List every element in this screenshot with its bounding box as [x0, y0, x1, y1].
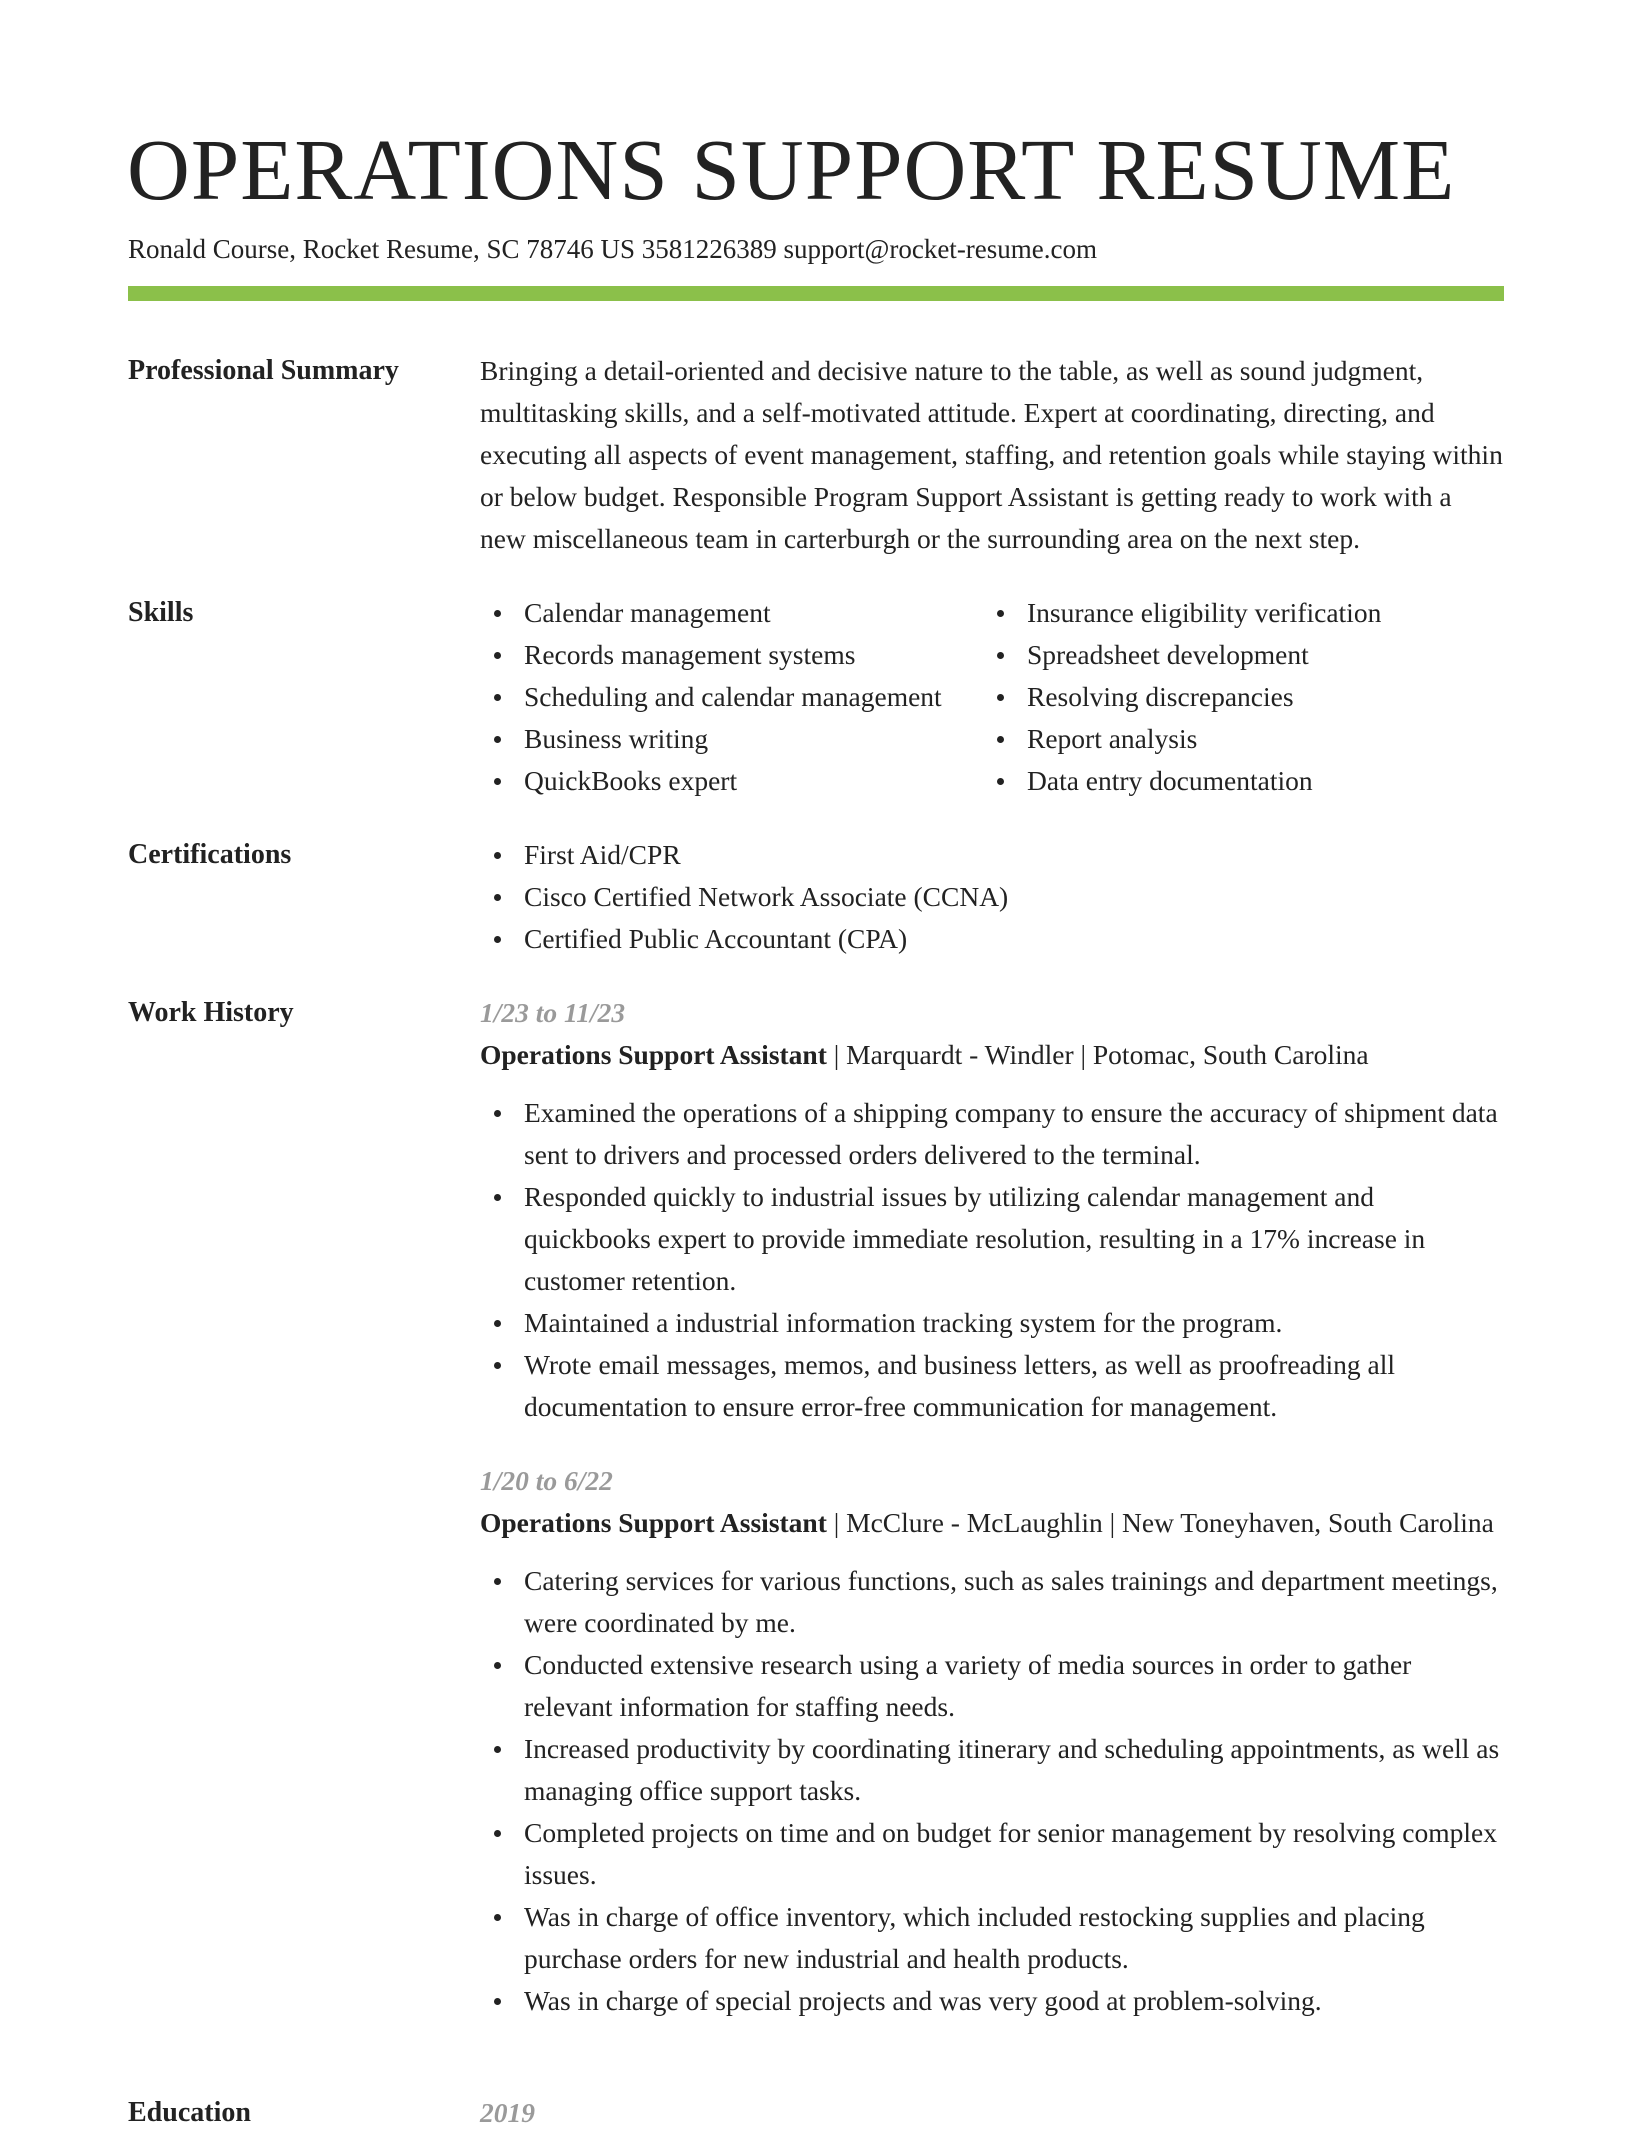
- section-label-certifications: Certifications: [128, 839, 292, 870]
- job-bullet: Wrote email messages, memos, and business letters, as well as proofreading all documentation to ensure error-free communication for management.: [480, 1344, 1504, 1428]
- section-label-work-history: Work History: [128, 997, 294, 1028]
- skill-item: QuickBooks expert: [480, 760, 983, 802]
- certification-item: Certified Public Accountant (CPA): [480, 918, 1504, 960]
- job-title: Operations Support Assistant: [480, 1039, 827, 1070]
- skills-list-right: [983, 592, 1504, 802]
- job-bullet: Conducted extensive research using a variety of media sources in order to gather relevant information for staffing needs.: [480, 1644, 1504, 1728]
- job-bullet: Completed projects on time and on budget for senior management by resolving complex issues.: [480, 1812, 1504, 1896]
- job-bullets: [480, 1092, 1504, 1428]
- education-date: 2019: [480, 2097, 535, 2128]
- certification-item: First Aid/CPR: [480, 834, 1504, 876]
- job-bullet: Catering services for various functions, such as sales trainings and department meetings, were coordinated by me.: [480, 1560, 1504, 1644]
- job-title: Operations Support Assistant: [480, 1507, 827, 1538]
- job-bullet: Was in charge of special projects and was very good at problem-solving.: [480, 1980, 1504, 2022]
- section-label-summary: Professional Summary: [128, 355, 399, 386]
- job-bullet: Examined the operations of a shipping company to ensure the accuracy of shipment data sent to drivers and processed orders delivered to the terminal.: [480, 1092, 1504, 1176]
- skill-item: Report analysis: [983, 718, 1504, 760]
- job-details: | McClure - McLaughlin | New Toneyhaven, South Carolina: [826, 1507, 1494, 1538]
- summary-section: [480, 350, 1504, 560]
- skill-item: Business writing: [480, 718, 983, 760]
- job-bullets: [480, 1560, 1504, 2022]
- job-dates: 1/20 to 6/22: [480, 1465, 613, 1496]
- skill-item: Calendar management: [480, 592, 983, 634]
- job-details: | Marquardt - Windler | Potomac, South Carolina: [826, 1039, 1369, 1070]
- certifications-section: [480, 834, 1504, 960]
- header-divider: [128, 286, 1504, 301]
- job-entry: [480, 1460, 1504, 2022]
- summary-text: Bringing a detail-oriented and decisive nature to the table, as well as sound judgment, multitasking skills, and a self-motivated attitude. Expert at coordinating, directing, and executing all aspects of event management, staffing, and retention goals while staying within or below budget. Responsible Program Support Assistant is getting ready to work with a new miscellaneous team in carterburgh or the surrounding area on the next step.: [480, 355, 1503, 554]
- education-section: [480, 2092, 1504, 2134]
- section-label-skills: Skills: [128, 597, 194, 628]
- resume-title: OPERATIONS SUPPORT RESUME: [127, 121, 1456, 218]
- skills-list-left: [480, 592, 983, 802]
- skill-item: Data entry documentation: [983, 760, 1504, 802]
- certification-item: Cisco Certified Network Associate (CCNA): [480, 876, 1504, 918]
- skill-item: Insurance eligibility verification: [983, 592, 1504, 634]
- skill-item: Resolving discrepancies: [983, 676, 1504, 718]
- skills-section: [480, 592, 1504, 802]
- contact-line: Ronald Course, Rocket Resume, SC 78746 US 3581226389 support@rocket-resume.com: [128, 234, 1098, 264]
- job-heading: [480, 1502, 1504, 1544]
- skill-item: Scheduling and calendar management: [480, 676, 983, 718]
- job-bullet: Responded quickly to industrial issues by utilizing calendar management and quickbooks expert to provide immediate resolution, resulting in a 17% increase in customer retention.: [480, 1176, 1504, 1302]
- job-entry: [480, 992, 1504, 1428]
- skill-item: Spreadsheet development: [983, 634, 1504, 676]
- job-heading: [480, 1034, 1504, 1076]
- job-bullet: Was in charge of office inventory, which included restocking supplies and placing purchase orders for new industrial and health products.: [480, 1896, 1504, 1980]
- section-label-education: Education: [128, 2097, 251, 2128]
- job-dates: 1/23 to 11/23: [480, 997, 626, 1028]
- job-bullet: Maintained a industrial information tracking system for the program.: [480, 1302, 1504, 1344]
- skill-item: Records management systems: [480, 634, 983, 676]
- job-bullet: Increased productivity by coordinating itinerary and scheduling appointments, as well as managing office support tasks.: [480, 1728, 1504, 1812]
- certifications-list: [480, 834, 1504, 960]
